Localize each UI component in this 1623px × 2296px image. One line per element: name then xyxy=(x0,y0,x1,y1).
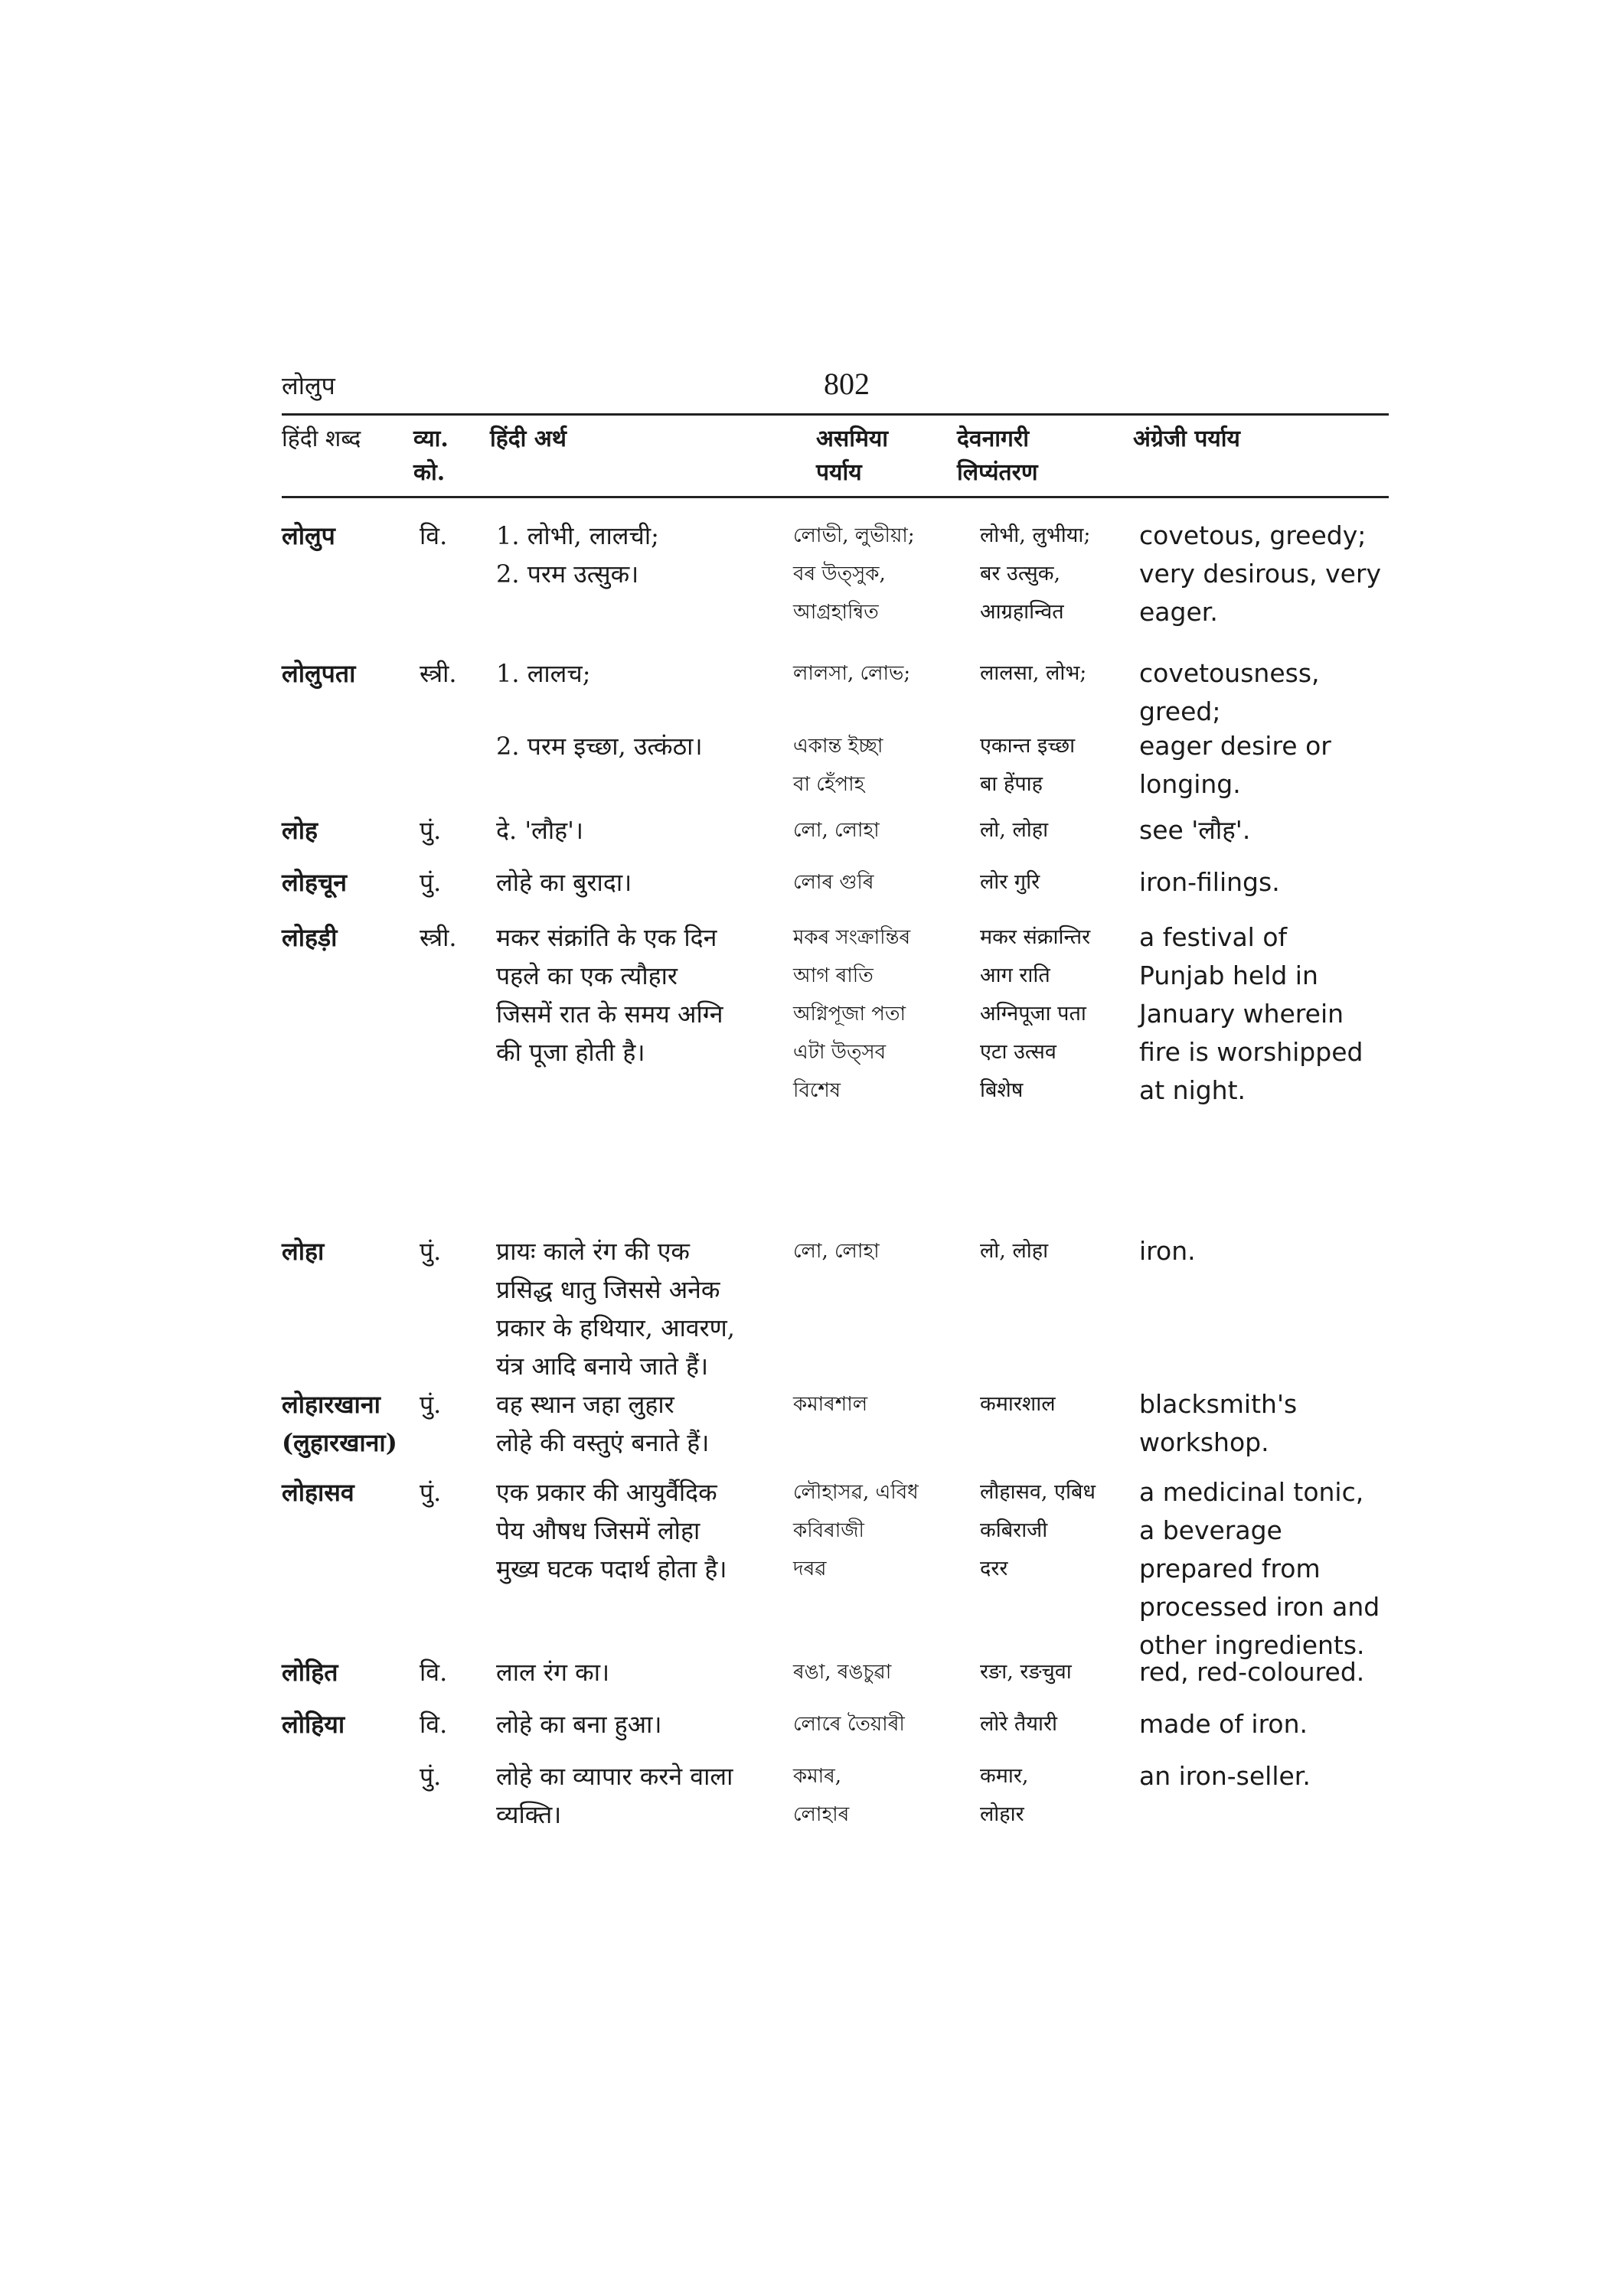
entry-english-line: very desirous, very xyxy=(1139,559,1382,589)
entry-english-line: longing. xyxy=(1139,769,1241,799)
entry-english-line: other ingredients. xyxy=(1139,1630,1365,1660)
entry-hindi-meaning-line: लाल रंग का। xyxy=(496,1658,610,1687)
entry-english-line: blacksmith's xyxy=(1139,1389,1298,1419)
entry-grammar: वि. xyxy=(420,521,448,550)
column-header-hindi-meaning: हिंदी अर्थ xyxy=(490,426,567,452)
column-header-rule xyxy=(282,496,1389,498)
entry-english xyxy=(1139,727,1331,804)
entry-english-line: covetous, greedy; xyxy=(1139,520,1367,550)
entry-english xyxy=(1139,918,1363,1110)
entry-hindi-meaning-line: पेय औषध जिसमें लोहा xyxy=(496,1516,700,1545)
entry-hindi-meaning-line: प्रकार के हथियार, आवरण, xyxy=(496,1313,735,1342)
entry-assamese xyxy=(793,1757,849,1834)
entry-devanagari-line: बा हेंपाह xyxy=(980,772,1043,796)
entry-headword xyxy=(282,517,335,555)
entry-devanagari-line: बिशेष xyxy=(980,1078,1024,1102)
entry-headword-line: लोहित xyxy=(282,1658,338,1687)
entry-assamese-line: কবিৰাজী xyxy=(793,1519,864,1542)
entry-english-line: at night. xyxy=(1139,1075,1246,1105)
entry-assamese xyxy=(793,918,910,1110)
entry-devanagari xyxy=(980,863,1040,902)
entry-hindi-meaning xyxy=(496,654,591,693)
entry-assamese-line: এটা উত্সব xyxy=(793,1041,887,1064)
entry-english-line: Punjab held in xyxy=(1139,960,1318,990)
entry-hindi-meaning xyxy=(496,863,632,902)
entry-hindi-meaning-line: की पूजा होती है। xyxy=(496,1038,645,1067)
entry-devanagari xyxy=(980,918,1090,1110)
entry-assamese-line: মকৰ সংক্ৰান্তিৰ xyxy=(793,926,911,949)
entry-english xyxy=(1139,1757,1311,1795)
entry-devanagari xyxy=(980,1385,1056,1424)
entry-hindi-meaning-line: वह स्थान जहा लुहार xyxy=(496,1390,674,1419)
entry-grammar: पुं. xyxy=(420,1762,442,1791)
entry-grammar: पुं. xyxy=(420,868,442,897)
column-header-devanagari xyxy=(957,422,1038,490)
entry-devanagari-line: एटा उत्सव xyxy=(980,1040,1056,1064)
entry-headword-line: लोहासव xyxy=(282,1478,354,1507)
entry-devanagari xyxy=(980,1653,1072,1691)
entry-headword xyxy=(282,918,337,957)
entry-hindi-meaning-line: 1. लालच; xyxy=(496,659,591,688)
entry-devanagari-line: लौहासव, एबिध xyxy=(980,1480,1096,1504)
entry-devanagari xyxy=(980,1232,1048,1270)
entry-english-line: a medicinal tonic, xyxy=(1139,1477,1364,1507)
entry-english-line: fire is worshipped xyxy=(1139,1037,1363,1067)
entry-hindi-meaning-line: मकर संक्रांति के एक दिन xyxy=(496,923,717,952)
entry-hindi-meaning xyxy=(496,1757,733,1834)
entry-assamese-line: লো, লোহা xyxy=(793,1240,880,1263)
entry-headword-line: लोह xyxy=(282,816,318,845)
entry-devanagari-line: लो, लोहा xyxy=(980,1239,1049,1263)
entry-assamese-line: অগ্নিপূজা পতা xyxy=(793,1003,906,1026)
entry-grammar: पुं. xyxy=(420,816,442,845)
page-number: 802 xyxy=(824,367,870,401)
entry-grammar: पुं. xyxy=(420,1390,442,1419)
entry-assamese-line: ৰঙা, ৰঙচুৱা xyxy=(793,1661,892,1684)
entry-english xyxy=(1139,517,1381,631)
entry-english-line: made of iron. xyxy=(1139,1709,1308,1739)
entry-devanagari xyxy=(980,811,1048,850)
entry-english xyxy=(1139,1385,1297,1462)
entry-assamese xyxy=(793,1705,905,1743)
entry-hindi-meaning xyxy=(496,811,583,850)
entry-hindi-meaning xyxy=(496,918,723,1071)
entry-hindi-meaning xyxy=(496,727,703,765)
entry-english-line: iron-filings. xyxy=(1139,867,1280,897)
entry-devanagari-line: आग राति xyxy=(980,964,1050,987)
running-header-word: लोलुप xyxy=(282,371,335,400)
entry-hindi-meaning xyxy=(496,1385,709,1462)
entry-assamese xyxy=(793,1385,867,1424)
entry-devanagari-line: लोर गुरि xyxy=(980,870,1040,894)
entry-assamese-line: আগ ৰাতি xyxy=(793,964,874,987)
entry-headword xyxy=(282,654,355,693)
entry-devanagari xyxy=(980,1757,1029,1834)
entry-assamese-line: একান্ত ইচ্ছা xyxy=(793,735,883,758)
entry-devanagari-line: लो, लोहा xyxy=(980,818,1049,842)
entry-assamese-line: বা হেঁপাহ xyxy=(793,773,865,796)
entry-assamese-line: বিশেষ xyxy=(793,1079,841,1102)
entry-devanagari-line: लोहार xyxy=(980,1802,1024,1826)
entry-headword xyxy=(282,811,318,850)
header-rule xyxy=(282,413,1389,416)
entry-hindi-meaning-line: लोहे का बना हुआ। xyxy=(496,1710,662,1739)
entry-headword-line: लोहा xyxy=(282,1237,325,1266)
entry-headword xyxy=(282,863,347,902)
entry-english xyxy=(1139,863,1280,902)
entry-english-line: January wherein xyxy=(1139,999,1344,1029)
column-header-devanagari-line: लिप्यंतरण xyxy=(957,459,1038,486)
entry-english-line: red, red-coloured. xyxy=(1139,1657,1365,1687)
entry-hindi-meaning xyxy=(496,1705,662,1743)
entry-hindi-meaning-line: पहले का एक त्यौहार xyxy=(496,961,678,990)
entry-hindi-meaning-line: 2. परम उत्सुक। xyxy=(496,559,639,589)
entry-hindi-meaning-line: लोहे की वस्तुएं बनाते हैं। xyxy=(496,1428,710,1457)
entry-english-line: covetousness, xyxy=(1139,658,1320,688)
entry-assamese xyxy=(793,1653,891,1691)
entry-assamese-line: বৰ উত্সুক, xyxy=(793,563,886,585)
entry-devanagari-line: एकान्त इच्छा xyxy=(980,734,1076,758)
entry-assamese-line: লালসা, লোভ; xyxy=(793,662,911,685)
entry-assamese-line: লোৰ গুৰি xyxy=(793,871,874,894)
entry-english xyxy=(1139,1705,1308,1743)
entry-hindi-meaning xyxy=(496,1232,735,1385)
entry-headword xyxy=(282,1232,324,1270)
entry-devanagari-line: आग्रहान्वित xyxy=(980,600,1064,624)
entry-devanagari xyxy=(980,727,1075,804)
column-header-grammar xyxy=(413,422,449,490)
entry-hindi-meaning xyxy=(496,1473,727,1588)
entry-hindi-meaning-line: यंत्र आदि बनाये जाते हैं। xyxy=(496,1352,709,1381)
entry-assamese-line: লোৰে তৈয়াৰী xyxy=(793,1713,905,1736)
entry-grammar: वि. xyxy=(420,1658,448,1687)
entry-headword-line: लोहड़ी xyxy=(282,923,338,952)
entry-hindi-meaning-line: प्रसिद्ध धातु जिससे अनेक xyxy=(496,1275,720,1304)
entry-headword xyxy=(282,1653,338,1691)
entry-assamese-line: দৰৱ xyxy=(793,1557,827,1580)
entry-assamese-line: কমাৰ, xyxy=(793,1765,842,1788)
entry-assamese-line: লো, লোহা xyxy=(793,819,880,842)
entry-assamese xyxy=(793,727,883,804)
entry-assamese-line: লোভী, লুভীয়া; xyxy=(793,524,915,547)
entry-devanagari-line: कमारशाल xyxy=(980,1392,1056,1416)
entry-devanagari-line: मकर संक्रान्तिर xyxy=(980,925,1091,949)
entry-english-line: eager desire or xyxy=(1139,731,1331,761)
column-header-grammar-line: व्या. xyxy=(413,426,449,452)
entry-devanagari xyxy=(980,654,1086,693)
entry-headword xyxy=(282,1473,354,1512)
entry-headword xyxy=(282,1705,345,1743)
entry-devanagari xyxy=(980,1473,1096,1588)
entry-devanagari-line: कबिराजी xyxy=(980,1518,1048,1542)
entry-hindi-meaning-line: लोहे का बुरादा। xyxy=(496,868,632,897)
entry-english-line: eager. xyxy=(1139,597,1218,627)
column-header-grammar-line: को. xyxy=(413,459,446,486)
entry-devanagari-line: कमार, xyxy=(980,1764,1029,1788)
entry-devanagari-line: बर उत्सुक, xyxy=(980,562,1061,585)
entry-english-line: a festival of xyxy=(1139,922,1288,952)
entry-hindi-meaning-line: व्यक्ति। xyxy=(496,1800,562,1829)
entry-devanagari-line: रङा, रङचुवा xyxy=(980,1660,1072,1684)
entry-assamese-line: কমাৰশাল xyxy=(793,1393,868,1416)
entry-assamese-line: আগ্ৰহান্বিত xyxy=(793,601,879,624)
entry-hindi-meaning-line: 1. लोभी, लालची; xyxy=(496,521,659,550)
entry-headword xyxy=(282,1385,397,1462)
column-header-assamese xyxy=(816,422,888,490)
column-header-assamese-line: असमिया xyxy=(816,426,889,452)
entry-headword-line: लोहचून xyxy=(282,868,348,897)
entry-english-line: workshop. xyxy=(1139,1427,1269,1457)
entry-english-line: a beverage xyxy=(1139,1515,1282,1545)
entry-hindi-meaning-line: प्रायः काले रंग की एक xyxy=(496,1237,691,1266)
entry-english-line: processed iron and xyxy=(1139,1592,1380,1622)
entry-assamese xyxy=(793,863,874,902)
entry-hindi-meaning xyxy=(496,517,659,593)
entry-headword-line: लोहारखाना xyxy=(282,1390,380,1419)
entry-devanagari-line: लोभी, लुभीया; xyxy=(980,523,1091,547)
entry-assamese xyxy=(793,1232,880,1270)
entry-headword-line: लोहिया xyxy=(282,1710,345,1739)
entry-grammar: स्त्री. xyxy=(420,659,457,688)
entry-hindi-meaning-line: मुख्य घटक पदार्थ होता है। xyxy=(496,1554,727,1583)
entry-headword-line: लोलुप xyxy=(282,521,335,550)
entry-english xyxy=(1139,1653,1364,1691)
entry-assamese xyxy=(793,517,915,631)
entry-english-line: prepared from xyxy=(1139,1554,1321,1583)
entry-english xyxy=(1139,1232,1196,1270)
entry-devanagari-line: लोरे तैयारी xyxy=(980,1712,1058,1736)
entry-devanagari xyxy=(980,1705,1057,1743)
entry-english-line: greed; xyxy=(1139,696,1221,726)
entry-english-line: an iron-seller. xyxy=(1139,1761,1311,1791)
entry-english xyxy=(1139,654,1320,731)
entry-grammar: पुं. xyxy=(420,1237,442,1266)
column-header-hindi-word: हिंदी शब्द xyxy=(282,426,361,452)
entry-devanagari-line: दरर xyxy=(980,1557,1008,1580)
entry-grammar: वि. xyxy=(420,1710,448,1739)
entry-hindi-meaning-line: लोहे का व्यापार करने वाला xyxy=(496,1762,733,1791)
entry-assamese-line: লোহাৰ xyxy=(793,1803,850,1826)
entry-hindi-meaning-line: दे. 'लौह'। xyxy=(496,816,584,845)
entry-assamese xyxy=(793,811,880,850)
column-header-assamese-line: पर्याय xyxy=(816,459,862,486)
entry-grammar: पुं. xyxy=(420,1478,442,1507)
entry-devanagari xyxy=(980,517,1090,631)
entry-english xyxy=(1139,811,1250,850)
entry-english-line: iron. xyxy=(1139,1236,1196,1266)
column-header-english: अंग्रेजी पर्याय xyxy=(1133,426,1240,452)
entry-assamese xyxy=(793,654,910,693)
entry-hindi-meaning-line: एक प्रकार की आयुर्वैदिक xyxy=(496,1478,717,1507)
entry-devanagari-line: लालसा, लोभ; xyxy=(980,661,1087,685)
entry-devanagari-line: अग्निपूजा पता xyxy=(980,1002,1086,1026)
entry-english xyxy=(1139,1473,1380,1665)
entry-assamese-line: লৌহাসৱ, এবিধ xyxy=(793,1481,919,1504)
entry-assamese xyxy=(793,1473,919,1588)
entry-grammar: स्त्री. xyxy=(420,923,457,952)
entry-english-line: see 'लौह'. xyxy=(1139,815,1251,845)
entry-hindi-meaning xyxy=(496,1653,609,1691)
column-header-devanagari-line: देवनागरी xyxy=(957,426,1029,452)
entry-hindi-meaning-line: 2. परम इच्छा, उत्कंठा। xyxy=(496,732,703,761)
entry-hindi-meaning-line: जिसमें रात के समय अग्नि xyxy=(496,1000,723,1029)
entry-headword-line: लोलुपता xyxy=(282,659,356,688)
entry-headword-line: (लुहारखाना) xyxy=(282,1428,397,1457)
